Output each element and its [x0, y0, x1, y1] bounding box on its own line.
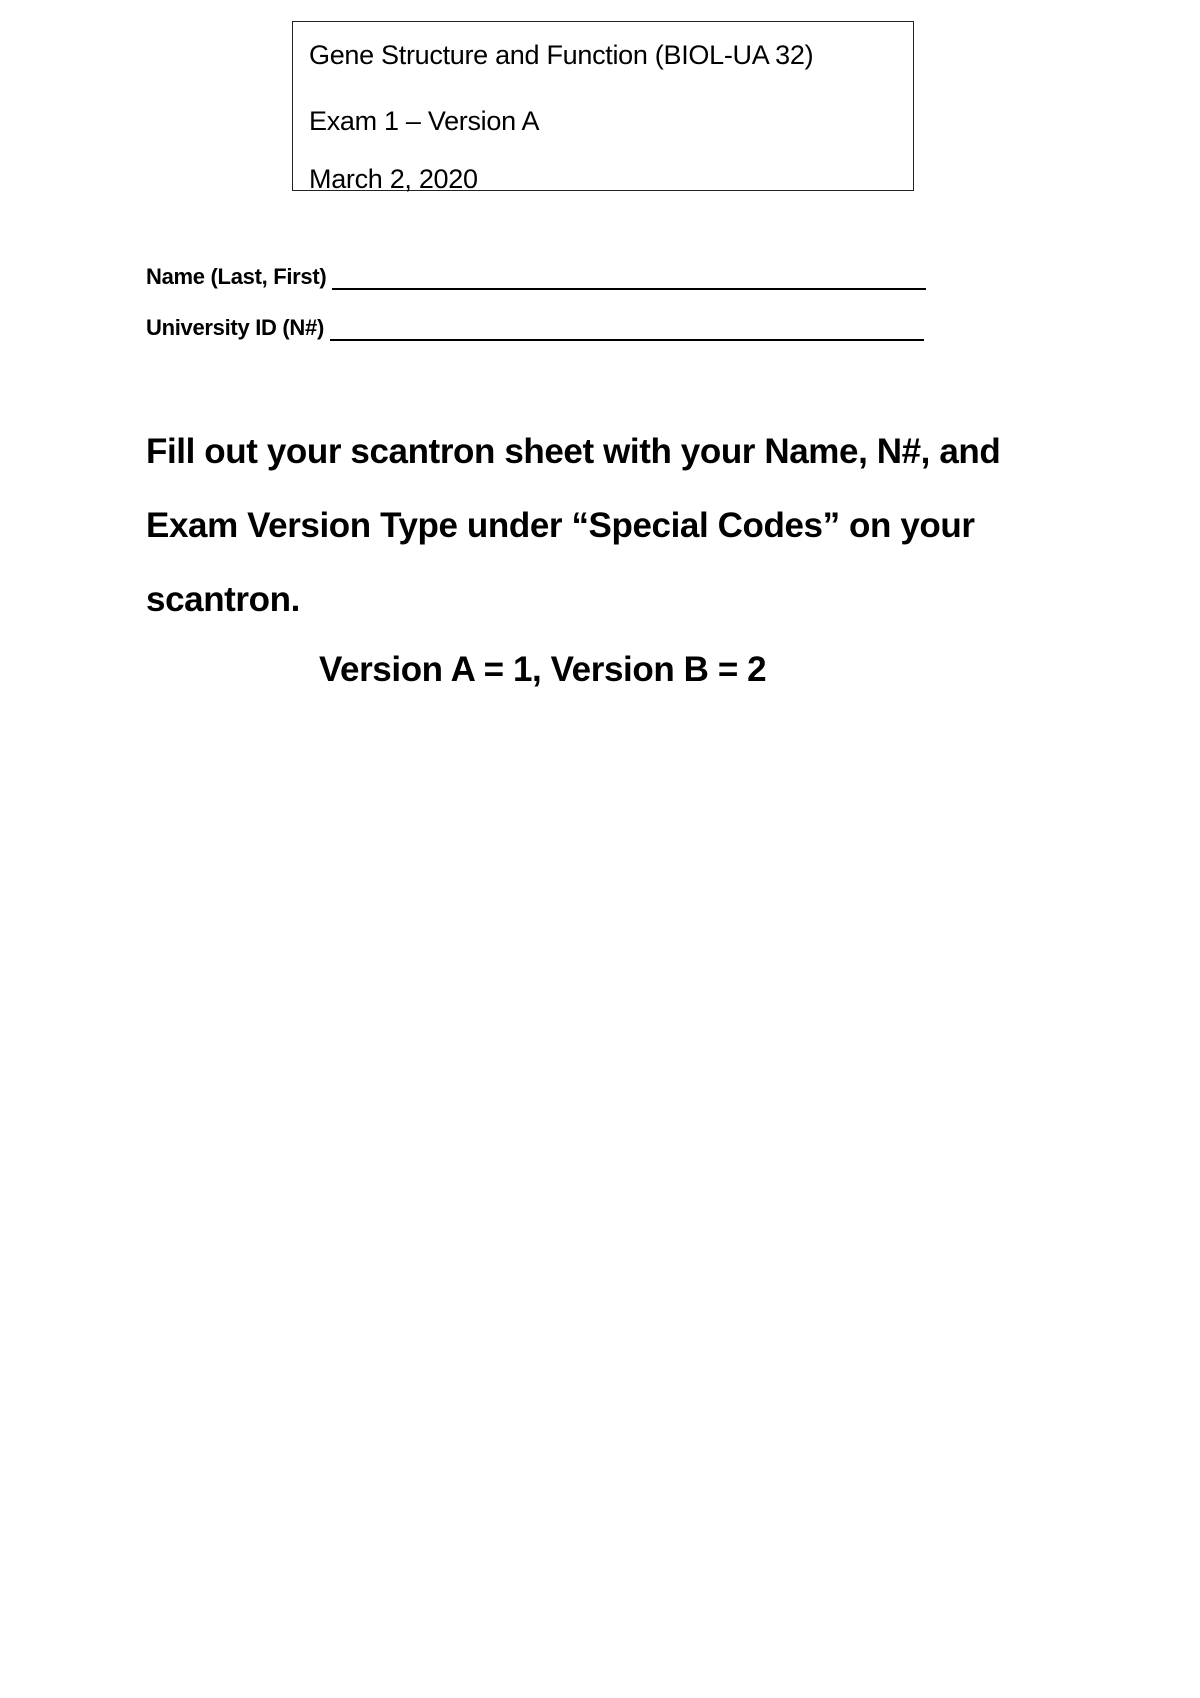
exam-date: March 2, 2020 — [309, 164, 478, 194]
university-id-field-row — [146, 315, 924, 341]
course-title: Gene Structure and Function (BIOL-UA 32) — [309, 40, 814, 70]
name-blank-line[interactable] — [332, 268, 926, 290]
version-code-mapping: Version A = 1, Version B = 2 — [319, 650, 767, 689]
name-field-row — [146, 264, 926, 290]
exam-header-box — [292, 21, 914, 194]
university-id-blank-line[interactable] — [330, 319, 924, 341]
exam-version-title: Exam 1 – Version A — [309, 106, 540, 136]
university-id-field-label: University ID (N#) — [146, 315, 324, 340]
scantron-instructions: Fill out your scantron sheet with your Name, N#, and Exam Version Type under “Special Codes” on your scantron. — [146, 432, 1001, 619]
name-field-label: Name (Last, First) — [146, 264, 327, 289]
